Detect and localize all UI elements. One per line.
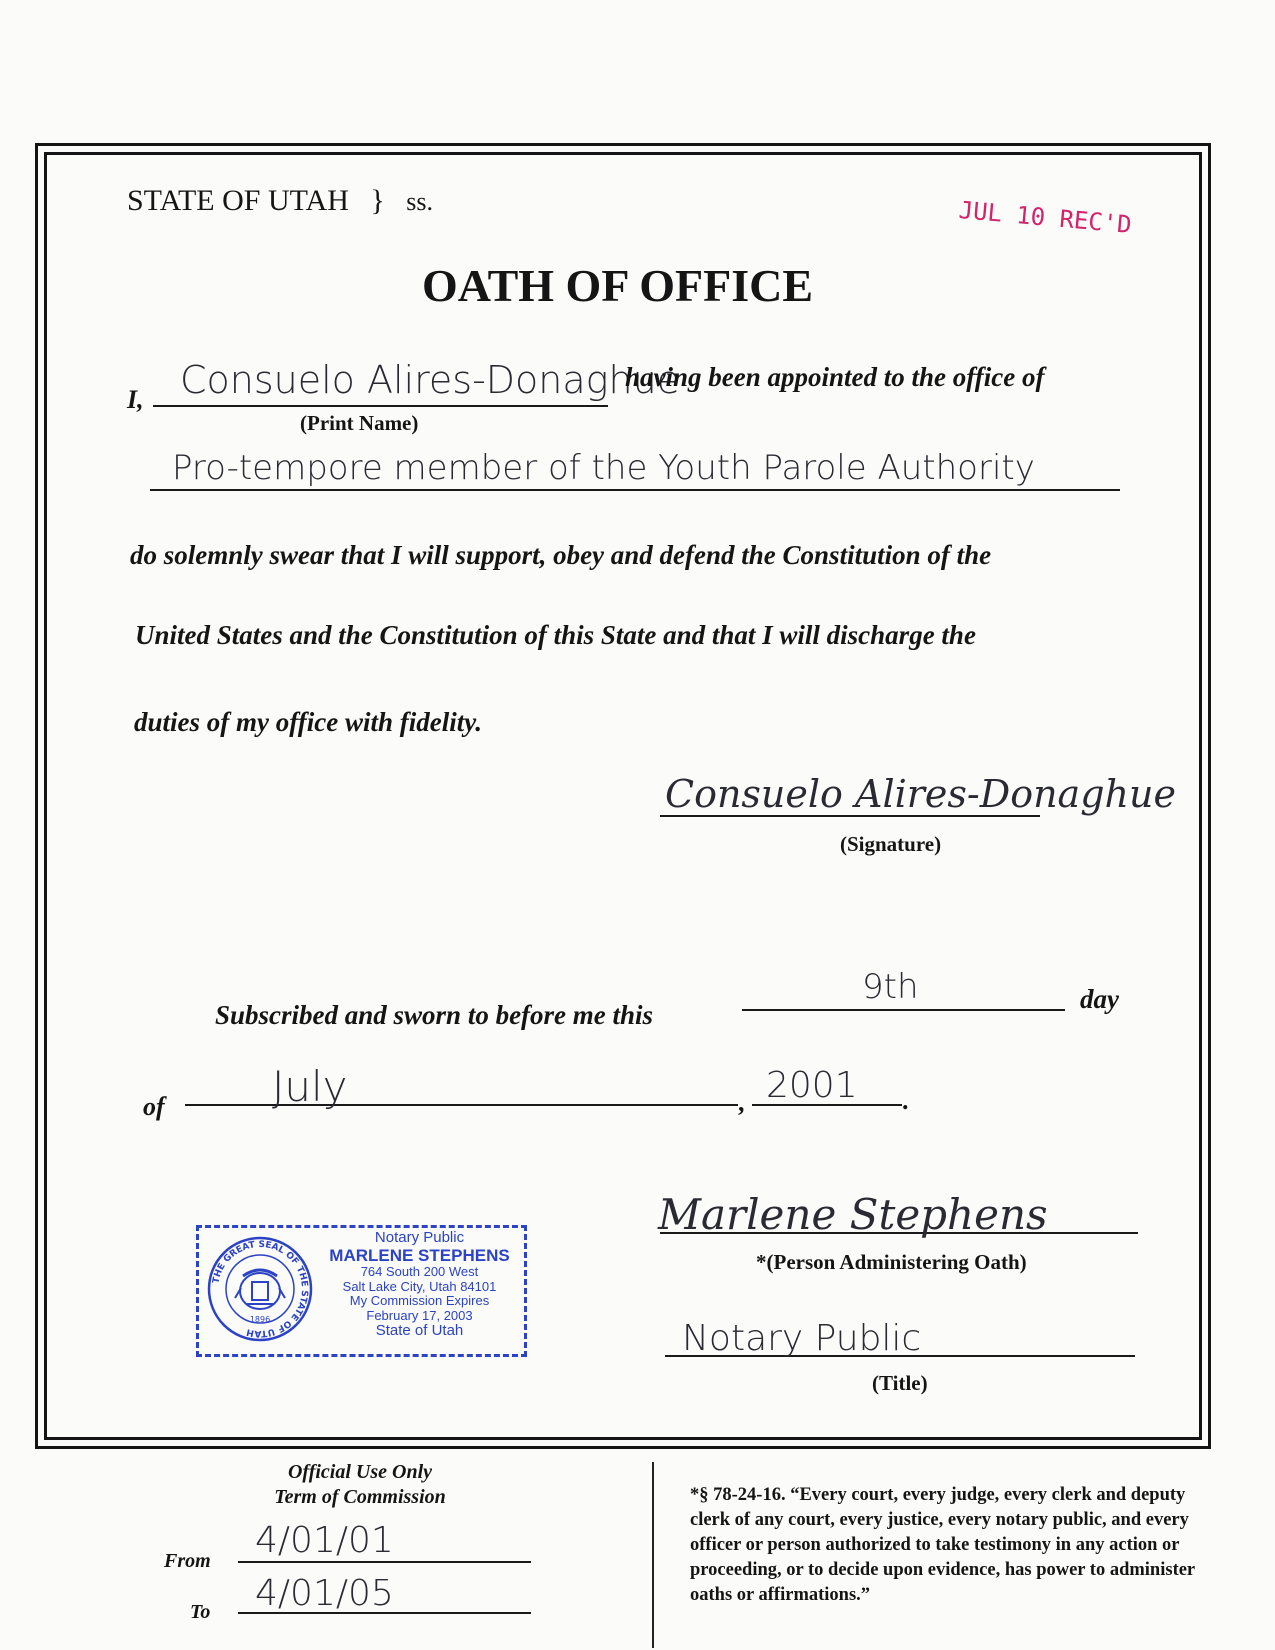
day-rule bbox=[742, 1009, 1065, 1011]
oath-body-line-3: duties of my office with fidelity. bbox=[134, 707, 482, 737]
notary-stamp-commission: My Commission Expires bbox=[349, 1293, 490, 1308]
month-rule bbox=[185, 1104, 738, 1106]
administrator-caption: *(Person Administering Oath) bbox=[756, 1250, 1027, 1274]
notary-stamp bbox=[196, 1225, 527, 1357]
notary-stamp-heading: Notary Public bbox=[374, 1229, 465, 1246]
title-caption: (Title) bbox=[872, 1371, 928, 1395]
date-period: . bbox=[902, 1086, 909, 1115]
name-rule bbox=[153, 405, 608, 407]
day-word: day bbox=[1080, 984, 1119, 1014]
administrator-signature: Marlene Stephens bbox=[658, 1190, 1048, 1239]
print-name-caption: (Print Name) bbox=[300, 411, 419, 435]
date-comma: , bbox=[738, 1088, 745, 1117]
of-word: of bbox=[143, 1092, 165, 1121]
printed-name: Consuelo Alires-Donaghue bbox=[180, 358, 681, 402]
office-title: Pro-tempore member of the Youth Parole Authority bbox=[172, 448, 1035, 488]
notary-stamp-expiry: February 17, 2003 bbox=[366, 1307, 473, 1323]
office-rule bbox=[150, 489, 1120, 491]
notary-stamp-text bbox=[317, 1230, 522, 1339]
state-name: STATE OF UTAH bbox=[127, 184, 349, 217]
received-date-stamp: JUL 10 REC'D bbox=[957, 196, 1133, 240]
appointed-text: having been appointed to the office of bbox=[625, 362, 1045, 392]
oath-signature: Consuelo Alires-Donaghue bbox=[665, 772, 1176, 816]
ss-label: ss. bbox=[406, 187, 434, 216]
notary-stamp-address2: Salt Lake City, Utah 84101 bbox=[342, 1278, 497, 1294]
from-label: From bbox=[164, 1550, 211, 1572]
from-rule bbox=[238, 1561, 531, 1563]
notary-stamp-state: State of Utah bbox=[375, 1322, 464, 1339]
notary-stamp-address1: 764 South 200 West bbox=[360, 1264, 479, 1279]
state-line bbox=[127, 184, 433, 218]
signature-caption: (Signature) bbox=[840, 832, 942, 856]
term-to-value: 4/01/05 bbox=[255, 1573, 394, 1614]
term-from-value: 4/01/01 bbox=[255, 1520, 394, 1561]
seal-text: THE GREAT SEAL OF THE STATE OF UTAH bbox=[211, 1239, 310, 1339]
seal-year: 1896 bbox=[249, 1315, 271, 1324]
page-title: OATH OF OFFICE bbox=[422, 260, 813, 311]
term-of-commission: Term of Commission bbox=[274, 1486, 446, 1508]
oath-body-line-1: do solemnly swear that I will support, obey and defend the Constitution of the bbox=[130, 540, 992, 570]
pronoun-i: I, bbox=[127, 385, 144, 414]
official-use-title: Official Use Only bbox=[287, 1461, 433, 1483]
brace: } bbox=[370, 184, 385, 217]
subscribed-text: Subscribed and sworn to before me this bbox=[215, 1000, 654, 1030]
to-label: To bbox=[190, 1601, 211, 1623]
administrator-title: Notary Public bbox=[682, 1318, 922, 1359]
great-seal-icon bbox=[207, 1236, 313, 1342]
year-value: 2001 bbox=[766, 1065, 858, 1106]
oath-body-line-2: United States and the Constitution of this State and that I will discharge the bbox=[135, 620, 976, 650]
statute-footnote: *§ 78-24-16. “Every court, every judge, every clerk and deputy clerk of any court, every justice, every notary public, and every officer or person authorized to take testimony in any action or proceeding, or to decide upon evidence, has power to administer oaths or affirmations.” bbox=[690, 1485, 1195, 1605]
day-value: 9th bbox=[862, 967, 919, 1007]
month-value: July bbox=[272, 1062, 348, 1111]
notary-stamp-name: MARLENE STEPHENS bbox=[329, 1246, 510, 1265]
official-use-heading bbox=[170, 1460, 550, 1510]
footer-divider bbox=[652, 1462, 654, 1648]
